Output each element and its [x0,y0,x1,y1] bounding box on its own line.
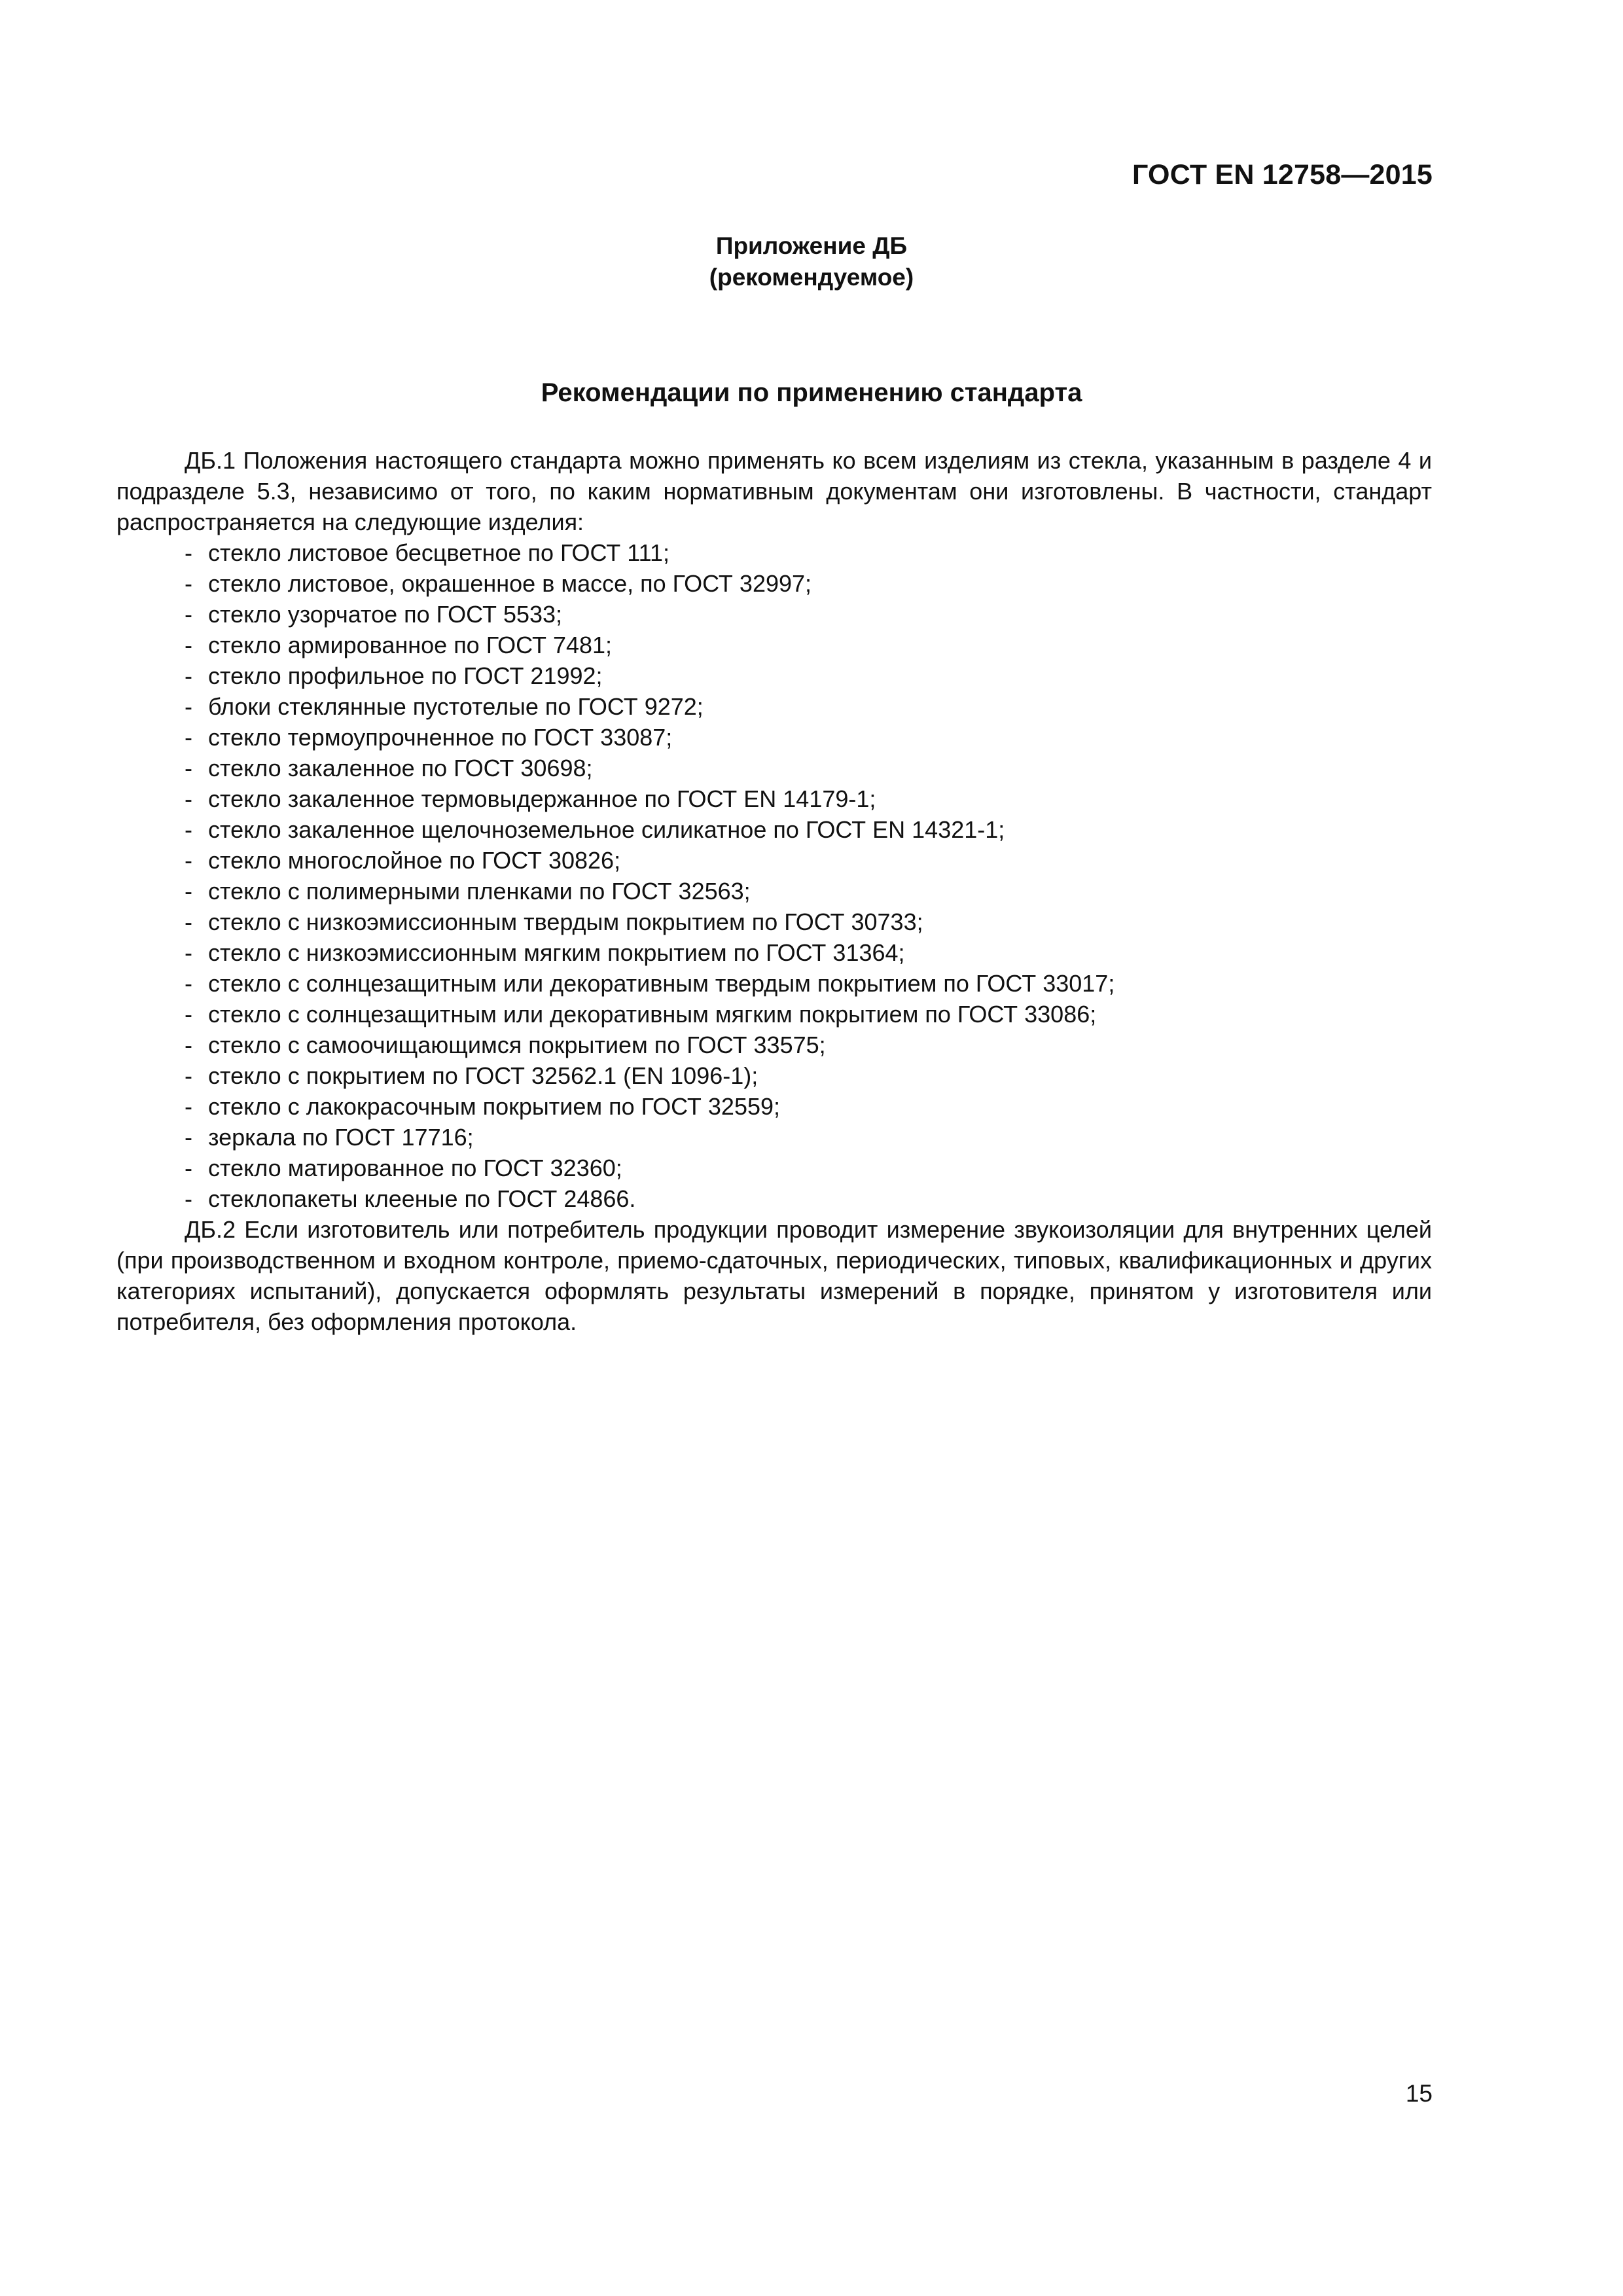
list-bullet: - [185,908,192,935]
list-bullet: - [185,632,192,658]
list-bullet: - [185,816,192,843]
list-item [116,906,1432,937]
list-item-text: стекло листовое бесцветное по ГОСТ 111; [208,539,670,566]
list-item [116,1153,1432,1183]
list-item [116,660,1432,691]
list-item [116,753,1432,783]
list-bullet: - [185,1062,192,1089]
list-item-text: стекло термоупрочненное по ГОСТ 33087; [208,724,673,751]
list-bullet: - [185,1093,192,1120]
list-bullet: - [185,1155,192,1181]
list-bullet: - [185,1124,192,1151]
list-item [116,599,1432,630]
list-item-text: стекло с покрытием по ГОСТ 32562.1 (EN 1096-1); [208,1062,758,1089]
page-number: 15 [1405,2080,1433,2107]
list-item [116,876,1432,906]
list-bullet: - [185,1031,192,1058]
document-code-header: ГОСТ EN 12758—2015 [1132,159,1433,190]
list-item-text: стекло матированное по ГОСТ 32360; [208,1155,622,1181]
list-item [116,1091,1432,1122]
list-item [116,968,1432,999]
list-bullet: - [185,601,192,628]
list-bullet: - [185,1001,192,1028]
list-item-text: стекло с низкоэмиссионным твердым покрытием по ГОСТ 30733; [208,908,923,935]
list-item [116,845,1432,876]
list-item-text: стекло с самоочищающимся покрытием по ГОСТ 33575; [208,1031,826,1058]
list-item-text: стекло многослойное по ГОСТ 30826; [208,847,621,874]
list-item-text: стекло листовое, окрашенное в массе, по ГОСТ 32997; [208,570,812,597]
list-item [116,783,1432,814]
list-item-text: стеклопакеты клееные по ГОСТ 24866. [208,1185,636,1212]
list-bullet: - [185,724,192,751]
appendix-status: (рекомендуемое) [709,264,914,291]
list-item [116,1183,1432,1214]
paragraph-db2: ДБ.2 Если изготовитель или потребитель продукции проводит измерение звукоизоляции для внутренних целей (при производственном и входном контроле, приемо-сдаточных, периодических, типовых, квалификационных и других категориях испытаний), допускается оформлять результаты измерений в порядке, принятом у изготовителя или потребителя, без оформления протокола. [116,1216,1432,1335]
document-body [116,445,1432,1337]
list-item-text: стекло профильное по ГОСТ 21992; [208,662,603,689]
list-bullet: - [185,755,192,781]
list-item-text: стекло закаленное щелочноземельное силикатное по ГОСТ EN 14321-1; [208,816,1005,843]
list-item [116,1030,1432,1060]
section-title: Рекомендации по применению стандарта [541,378,1082,407]
list-bullet: - [185,939,192,966]
appendix-heading [0,230,1623,293]
list-item-text: стекло с солнцезащитным или декоративным твердым покрытием по ГОСТ 33017; [208,970,1115,997]
list-item [116,999,1432,1030]
list-item-text: блоки стеклянные пустотелые по ГОСТ 9272; [208,693,704,720]
list-item-text: стекло закаленное по ГОСТ 30698; [208,755,593,781]
list-bullet: - [185,878,192,905]
list-bullet: - [185,785,192,812]
list-item [116,630,1432,660]
list-bullet: - [185,539,192,566]
list-item-text: стекло с лакокрасочным покрытием по ГОСТ 32559; [208,1093,781,1120]
appendix-title: Приложение ДБ [715,232,908,259]
list-item [116,1060,1432,1091]
list-item-text: стекло узорчатое по ГОСТ 5533; [208,601,563,628]
list-item-text: стекло закаленное термовыдержанное по ГОСТ EN 14179-1; [208,785,876,812]
list-bullet: - [185,662,192,689]
list-bullet: - [185,970,192,997]
list-item-text: стекло с полимерными пленками по ГОСТ 32563; [208,878,751,905]
list-bullet: - [185,693,192,720]
list-item-text: стекло армированное по ГОСТ 7481; [208,632,613,658]
list-bullet: - [185,847,192,874]
paragraph-db1: ДБ.1 Положения настоящего стандарта можно применять ко всем изделиям из стекла, указанным в разделе 4 и подразделе 5.3, независимо от того, по каким нормативным документам они изготовлены. В частности, стандарт распространяется на следующие изделия: [116,447,1432,535]
list-bullet: - [185,570,192,597]
list-item-text: зеркала по ГОСТ 17716; [208,1124,474,1151]
list-item [116,814,1432,845]
list-item-text: стекло с солнцезащитным или декоративным мягким покрытием по ГОСТ 33086; [208,1001,1097,1028]
list-item [116,537,1432,568]
list-item [116,691,1432,722]
list-item [116,568,1432,599]
product-list [116,537,1432,1214]
list-item [116,937,1432,968]
list-item-text: стекло с низкоэмиссионным мягким покрытием по ГОСТ 31364; [208,939,905,966]
list-item [116,1122,1432,1153]
list-bullet: - [185,1185,192,1212]
list-item [116,722,1432,753]
